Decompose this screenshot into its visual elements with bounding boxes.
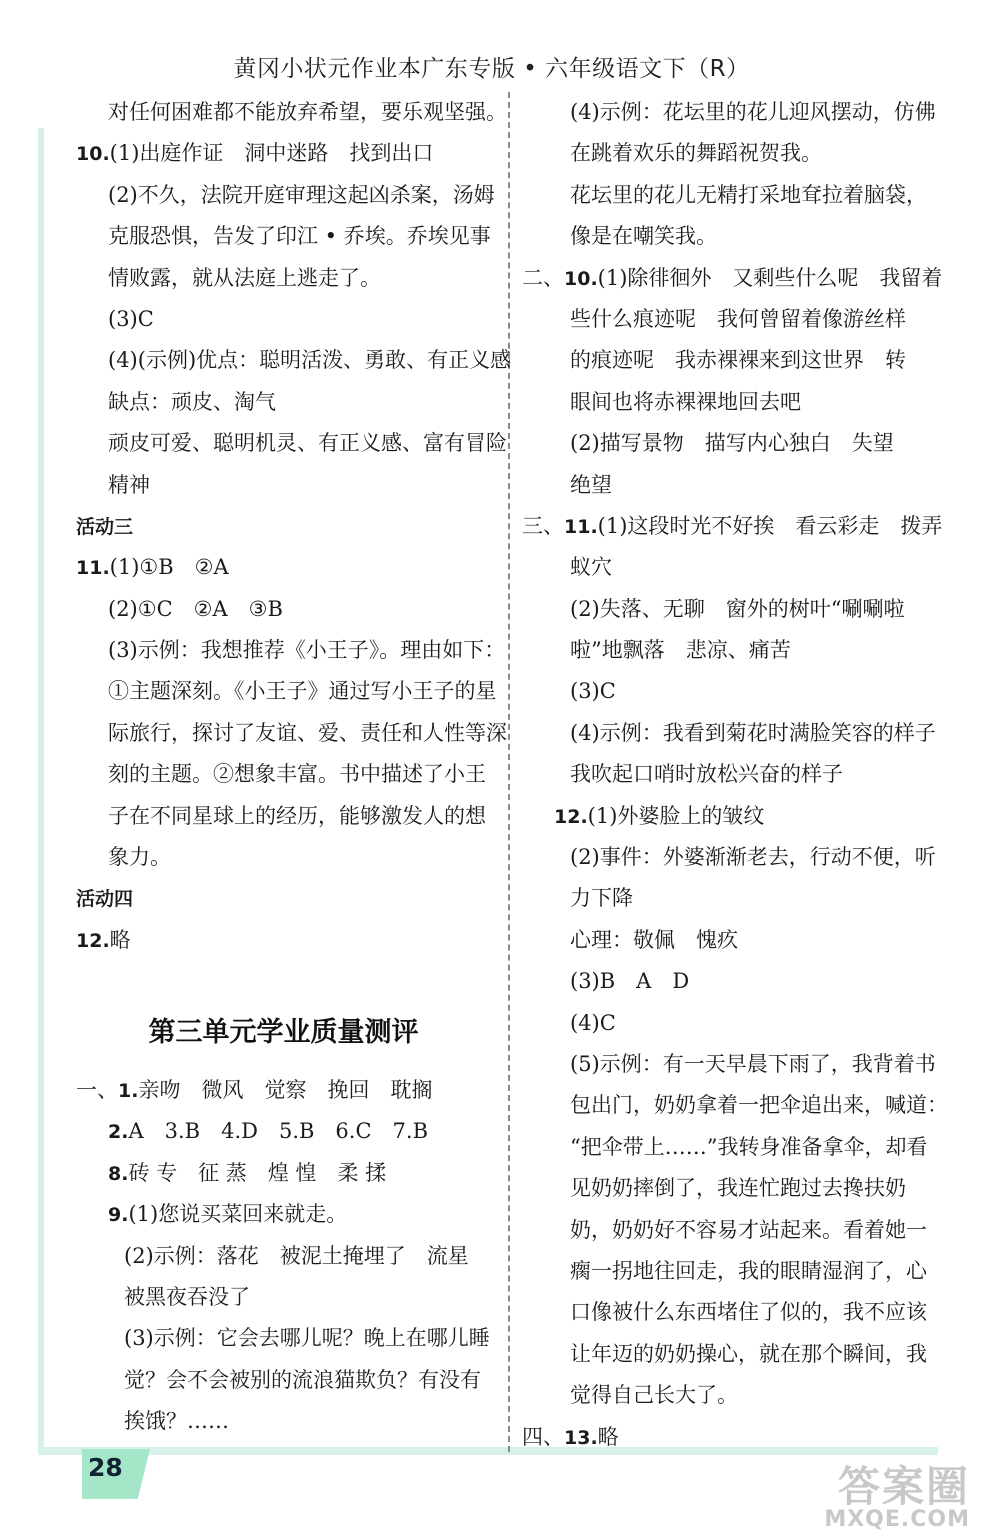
question-number: 8. bbox=[108, 1162, 129, 1185]
answer-line bbox=[76, 258, 491, 299]
answer-line bbox=[522, 961, 932, 1002]
answer-text: 被黑夜吞没了 bbox=[124, 1284, 250, 1309]
answer-text: (1)外婆脸上的皱纹 bbox=[587, 803, 765, 828]
answer-text: (1)出庭作证 洞中迷路 找到出口 bbox=[109, 141, 434, 166]
answer-text: (3)B A D bbox=[570, 969, 690, 994]
answer-text: 精神 bbox=[108, 472, 150, 497]
answer-line bbox=[76, 796, 491, 837]
answer-text: 挨饿？…… bbox=[124, 1409, 229, 1434]
answer-line bbox=[522, 713, 936, 754]
answer-line bbox=[522, 630, 932, 671]
answer-text: (2)①C ②A ③B bbox=[108, 596, 283, 621]
answer-line bbox=[76, 1194, 491, 1235]
answer-text: (2)描写景物 描写内心独白 失望 bbox=[570, 431, 894, 456]
answer-line bbox=[522, 1168, 932, 1209]
answer-text: (3)C bbox=[570, 679, 616, 704]
answer-line bbox=[522, 1003, 932, 1044]
answer-text: A 3.B 4.D 5.B 6.C 7.B bbox=[128, 1119, 429, 1144]
answer-text: (1)这段时光不好挨 看云彩走 拨弄 bbox=[597, 513, 943, 538]
column-divider bbox=[508, 92, 510, 1452]
answer-text: (3)示例：它会去哪儿呢？晚上在哪儿睡 bbox=[124, 1326, 490, 1351]
answer-line bbox=[522, 878, 932, 919]
answer-text: 象力。 bbox=[108, 845, 171, 870]
answer-line bbox=[76, 713, 507, 754]
answer-text: 克服恐惧，告发了印江 • 乔埃。乔埃见事 bbox=[108, 224, 491, 249]
page-number: 28 bbox=[88, 1453, 123, 1482]
answer-line bbox=[76, 133, 491, 174]
answer-text: 心理：敬佩 愧疚 bbox=[570, 927, 738, 952]
answer-text: ①主题深刻。《小王子》通过写小王子的星 bbox=[108, 679, 497, 704]
left-column-section3 bbox=[76, 1070, 491, 1443]
answer-line bbox=[76, 465, 491, 506]
answer-text: 顽皮可爱、聪明机灵、有正义感、富有冒险 bbox=[108, 431, 507, 456]
question-number: 12. bbox=[76, 929, 110, 952]
answer-line bbox=[522, 506, 943, 547]
page-frame-left bbox=[38, 128, 44, 1453]
answer-text: 我吹起口哨时放松兴奋的样子 bbox=[570, 762, 843, 787]
answer-text: 略 bbox=[109, 927, 131, 952]
answer-line bbox=[522, 423, 932, 464]
answer-text: “把伞带上……”我转身准备拿伞，却看 bbox=[570, 1134, 928, 1159]
answer-text: 瘸一拐地往回走，我的眼睛湿润了，心 bbox=[570, 1258, 927, 1283]
part-marker: 三、 bbox=[522, 513, 564, 538]
question-number: 10. bbox=[564, 267, 598, 290]
answer-line bbox=[522, 589, 932, 630]
answer-line bbox=[76, 216, 491, 257]
answer-text: (2)失落、无聊 窗外的树叶“唰唰啦 bbox=[570, 596, 905, 621]
answer-text: 对任何困难都不能放弃希望，要乐观坚强。 bbox=[108, 100, 507, 124]
answer-line bbox=[76, 1401, 491, 1442]
answer-line bbox=[522, 1334, 932, 1375]
answer-line bbox=[522, 216, 932, 257]
answer-text: (5)示例：有一天早晨下雨了，我背着书 bbox=[570, 1051, 936, 1076]
answer-text: 些什么痕迹呢 我何曾留着像游丝样 bbox=[570, 306, 906, 331]
answer-text: 啦”地飘落 悲凉、痛苦 bbox=[570, 638, 791, 663]
answer-line bbox=[76, 423, 507, 464]
answer-text: 觉？会不会被别的流浪猫欺负？有没有 bbox=[124, 1367, 481, 1392]
answer-text: 包出门，奶奶拿着一把伞追出来，喊道： bbox=[570, 1093, 948, 1118]
answer-line bbox=[76, 920, 491, 961]
answer-text: (2)事件：外婆渐渐老去，行动不便，听 bbox=[570, 845, 936, 870]
answer-line bbox=[522, 1251, 932, 1292]
answer-line bbox=[522, 920, 932, 961]
answer-text: 际旅行，探讨了友谊、爱、责任和人性等深 bbox=[108, 720, 507, 745]
answer-text: 在跳着欢乐的舞蹈祝贺我。 bbox=[570, 141, 822, 166]
answer-line bbox=[76, 506, 491, 547]
answer-line bbox=[522, 1127, 932, 1168]
answer-line bbox=[76, 589, 491, 630]
question-number: 12. bbox=[554, 805, 588, 828]
answer-text: (4)示例：我看到菊花时满脸笑容的样子 bbox=[570, 720, 936, 745]
answer-line bbox=[76, 1236, 491, 1277]
answer-text: 口像被什么东西堵住了似的，我不应该 bbox=[570, 1300, 927, 1325]
answer-line bbox=[76, 547, 491, 588]
answer-line bbox=[522, 1292, 932, 1333]
answer-line bbox=[76, 175, 495, 216]
answer-line bbox=[76, 878, 491, 919]
right-column bbox=[522, 92, 948, 1458]
answer-text: (2)不久，法院开庭审理这起凶杀案，汤姆 bbox=[108, 182, 495, 207]
answer-line bbox=[522, 796, 932, 837]
answer-line bbox=[522, 175, 932, 216]
answer-line bbox=[76, 1318, 491, 1359]
answer-text: 力下降 bbox=[570, 886, 633, 911]
answer-line bbox=[522, 382, 932, 423]
answer-line bbox=[76, 1111, 491, 1152]
activity-heading: 活动四 bbox=[76, 888, 134, 911]
answer-text: 绝望 bbox=[570, 472, 612, 497]
answer-text: 砖 专 征 蒸 煌 惶 柔 揉 bbox=[128, 1160, 387, 1185]
answer-text: (3)示例：我想推荐《小王子》。理由如下： bbox=[108, 638, 506, 663]
answer-text: (3)C bbox=[108, 306, 154, 331]
activity-heading: 活动三 bbox=[76, 515, 134, 538]
answer-line bbox=[522, 92, 936, 133]
answer-text: (4)示例：花坛里的花儿迎风摆动，仿佛 bbox=[570, 100, 936, 124]
answer-text: 的痕迹呢 我赤裸裸来到这世界 转 bbox=[570, 348, 906, 373]
answer-text: 情败露，就从法庭上逃走了。 bbox=[108, 265, 381, 290]
answer-line bbox=[76, 1360, 491, 1401]
answer-text: 缺点：顽皮、淘气 bbox=[108, 389, 276, 414]
answer-line bbox=[522, 1210, 932, 1251]
question-number: 13. bbox=[564, 1426, 598, 1449]
answer-line bbox=[522, 547, 932, 588]
answer-text: 让年迈的奶奶操心，就在那个瞬间，我 bbox=[570, 1341, 927, 1366]
question-number: 10. bbox=[76, 143, 110, 166]
answer-text: 见奶奶摔倒了，我连忙跑过去搀扶奶 bbox=[570, 1176, 906, 1201]
answer-text: 奶，奶奶好不容易才站起来。看着她一 bbox=[570, 1217, 927, 1242]
watermark-logo-text: 答案圈 bbox=[837, 1462, 970, 1511]
watermark bbox=[770, 1462, 970, 1532]
answer-line bbox=[76, 671, 497, 712]
answer-text: 亲吻 微风 觉察 挽回 耽搁 bbox=[138, 1078, 433, 1102]
answer-text: 花坛里的花儿无精打采地耷拉着脑袋， bbox=[570, 182, 927, 207]
answer-line bbox=[522, 465, 932, 506]
answer-text: 子在不同星球上的经历，能够激发人的想 bbox=[108, 803, 486, 828]
answer-line bbox=[522, 1044, 936, 1085]
answer-line bbox=[522, 754, 932, 795]
answer-text: 略 bbox=[597, 1424, 619, 1449]
question-number: 1. bbox=[118, 1080, 139, 1102]
answer-line bbox=[76, 382, 491, 423]
answer-text: 觉得自己长大了。 bbox=[570, 1383, 738, 1408]
left-column bbox=[76, 92, 512, 961]
answer-line bbox=[76, 837, 491, 878]
answer-line bbox=[76, 1153, 491, 1194]
answer-text: (1)除徘徊外 又剩些什么呢 我留着 bbox=[597, 265, 943, 290]
answer-line bbox=[522, 671, 932, 712]
answer-line bbox=[522, 299, 932, 340]
section-title: 第三单元学业质量测评 bbox=[148, 1017, 419, 1048]
answer-line bbox=[76, 299, 491, 340]
answer-text: (1)您说买菜回来就走。 bbox=[128, 1202, 348, 1227]
answer-line bbox=[76, 630, 506, 671]
answer-text: 眼间也将赤裸裸地回去吧 bbox=[570, 389, 801, 414]
answer-line bbox=[522, 1417, 932, 1458]
question-number: 11. bbox=[76, 557, 110, 580]
question-number: 11. bbox=[564, 515, 598, 538]
answer-line bbox=[76, 1070, 491, 1111]
answer-line bbox=[522, 1375, 932, 1416]
answer-line bbox=[522, 340, 932, 381]
answer-line bbox=[76, 754, 491, 795]
question-number: 2. bbox=[108, 1121, 129, 1144]
answer-text: 蚁穴 bbox=[570, 555, 612, 580]
answer-text: (2)示例：落花 被泥土掩埋了 流星 bbox=[124, 1243, 469, 1268]
answer-text: (4)(示例)优点：聪明活泼、勇敢、有正义感 bbox=[108, 348, 512, 373]
answer-line bbox=[522, 258, 943, 299]
answer-line bbox=[76, 1277, 491, 1318]
answer-text: 像是在嘲笑我。 bbox=[570, 224, 717, 249]
question-number: 9. bbox=[108, 1204, 129, 1227]
part-marker: 一、 bbox=[76, 1078, 118, 1102]
answer-text: (1)①B ②A bbox=[109, 555, 229, 580]
answer-line bbox=[522, 837, 936, 878]
answer-line bbox=[76, 340, 512, 381]
watermark-url: MXQE.COM bbox=[824, 1507, 970, 1532]
page-header: 黄冈小状元作业本广东专版 • 六年级语文下（R） bbox=[233, 56, 750, 82]
part-marker: 四、 bbox=[522, 1424, 564, 1449]
answer-text: (4)C bbox=[570, 1010, 616, 1035]
answer-line bbox=[522, 1085, 948, 1126]
answer-line bbox=[522, 133, 932, 174]
answer-text: 刻的主题。②想象丰富。书中描述了小王 bbox=[108, 762, 486, 787]
answer-line bbox=[76, 92, 507, 133]
part-marker: 二、 bbox=[522, 265, 564, 290]
